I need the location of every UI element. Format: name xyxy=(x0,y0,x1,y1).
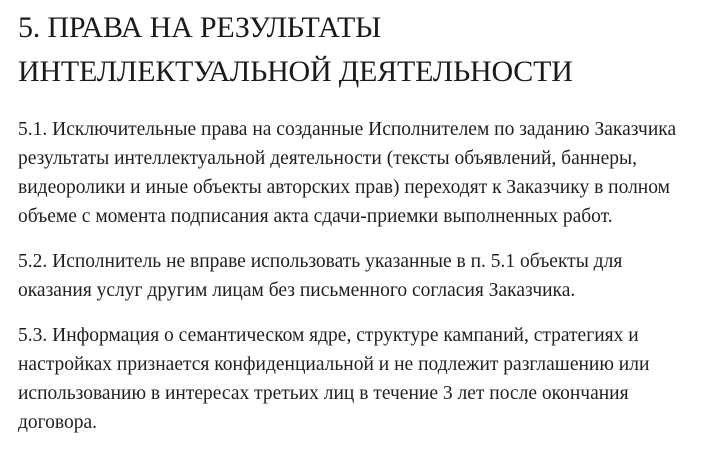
clause-5-2: 5.2. Исполнитель не вправе использовать указанные в п. 5.1 объекты для оказания услуг другим лицам без письменного согласия Заказчика. xyxy=(18,251,623,301)
clause-5-3: 5.3. Информация о семантическом ядре, структуре кампаний, стратегиях и настройках признается конфиденциальной и не подлежит разглашению или использованию в интересах третьих лиц в течение 3 лет после окончания договора. xyxy=(18,325,650,433)
section-title: 5. ПРАВА НА РЕЗУЛЬТАТЫ ИНТЕЛЛЕКТУАЛЬНОЙ ДЕЯТЕЛЬНОСТИ xyxy=(18,11,573,88)
clause-5-1: 5.1. Исключительные права на созданные Исполнителем по заданию Заказчика результаты интеллектуальной деятельности (тексты объявлений, баннеры, видеоролики и иные объекты авторских прав) переходят к Заказчику в полном объеме с момента подписания акта сдачи-приемки выполненных работ. xyxy=(18,119,677,227)
